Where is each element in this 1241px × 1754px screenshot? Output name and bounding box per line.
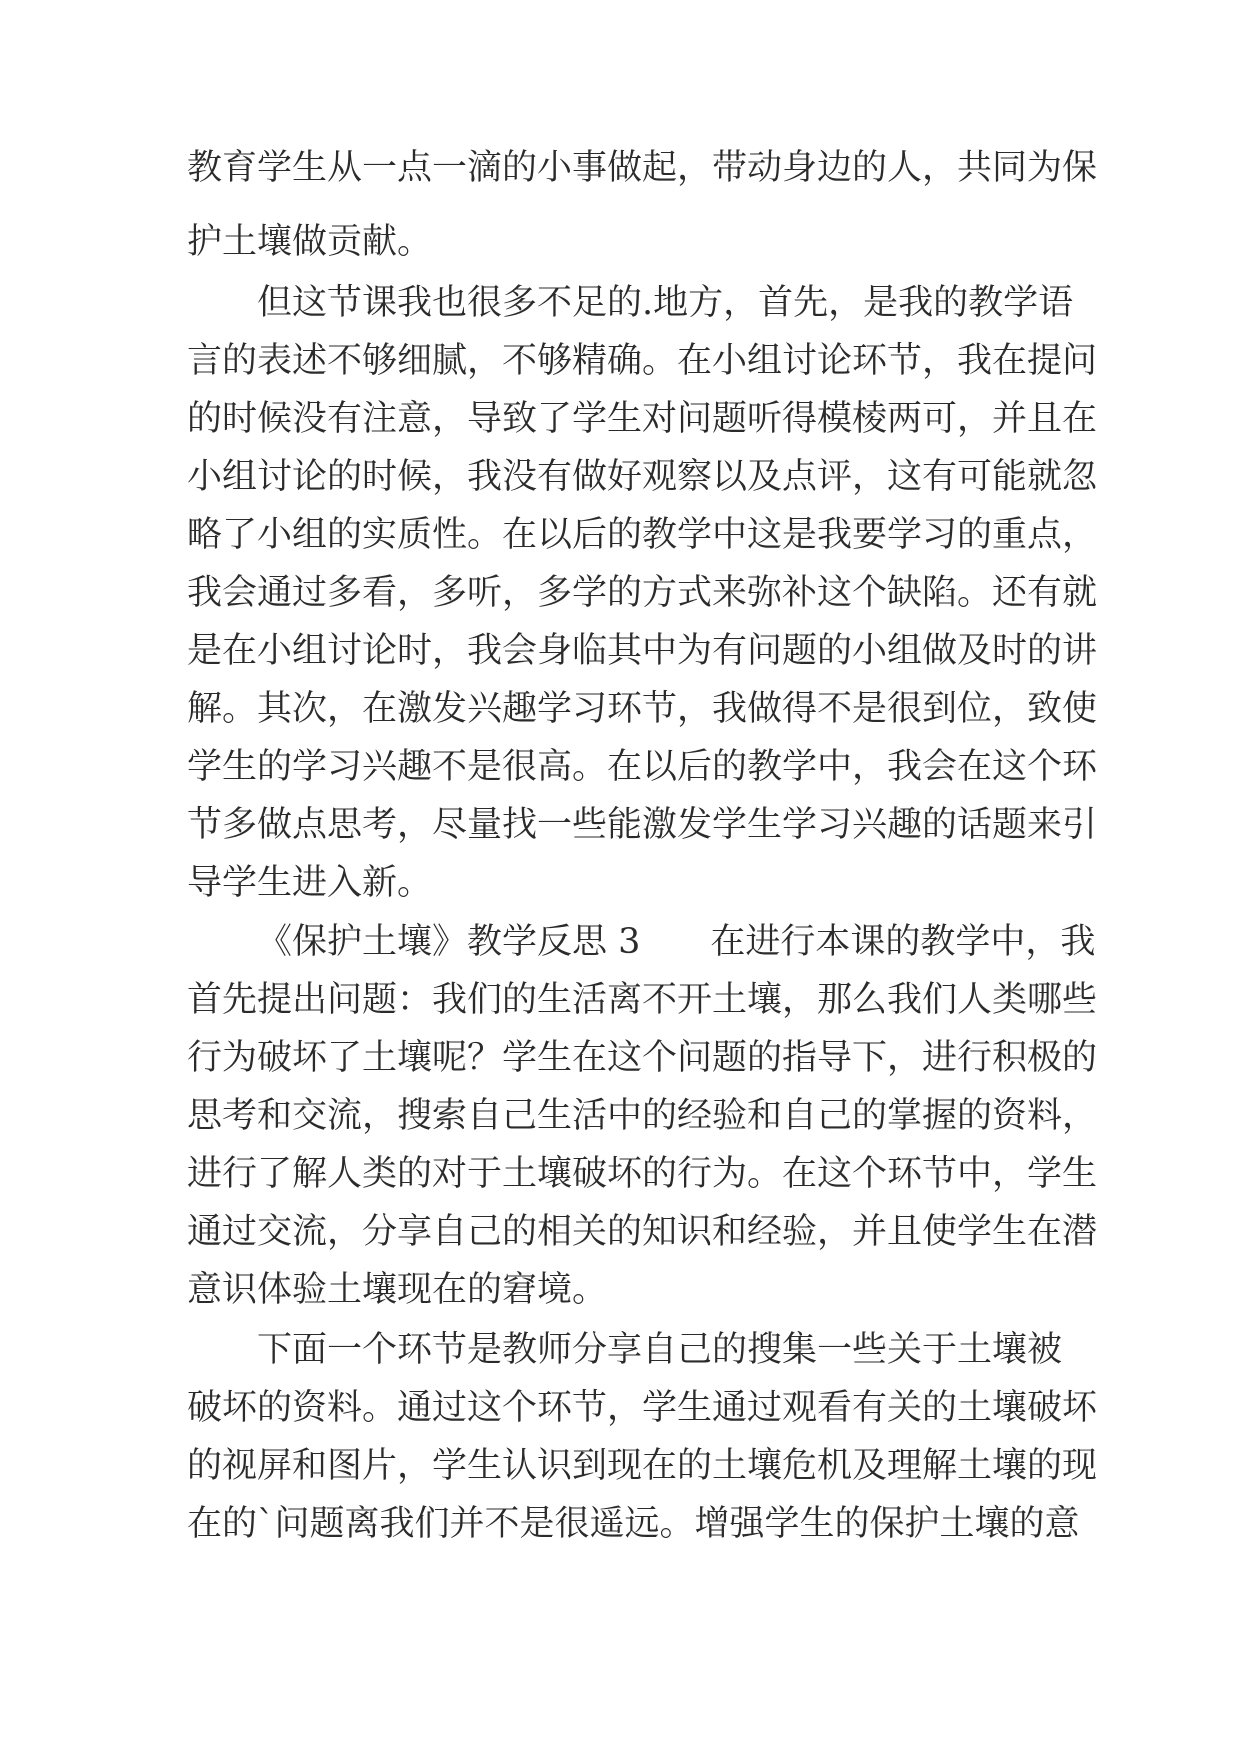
text-line: 首先提出问题：我们的生活离不开土壤，那么我们人类哪些 <box>187 980 1098 1020</box>
text-line: 的时候没有注意，导致了学生对问题听得模棱两可，并且在 <box>187 399 1098 439</box>
text-line: 略了小组的实质性。在以后的教学中这是我要学习的重点， <box>187 515 1098 555</box>
text-line: 我会通过多看，多听，多学的方式来弥补这个缺陷。还有就 <box>187 573 1098 613</box>
text-line: 《保护土壤》教学反思 3 在进行本课的教学中，我 <box>257 922 1096 962</box>
text-line: 但这节课我也很多不足的.地方，首先，是我的教学语 <box>257 283 1074 323</box>
text-line: 护土壤做贡献。 <box>187 222 433 262</box>
text-line: 节多做点思考，尽量找一些能激发学生学习兴趣的话题来引 <box>187 805 1098 845</box>
text-line: 通过交流，分享自己的相关的知识和经验，并且使学生在潜 <box>187 1212 1098 1252</box>
text-line: 是在小组讨论时，我会身临其中为有问题的小组做及时的讲 <box>187 631 1098 671</box>
text-line: 破坏的资料。通过这个环节，学生通过观看有关的土壤破坏 <box>187 1388 1098 1428</box>
text-line: 言的表述不够细腻，不够精确。在小组讨论环节，我在提问 <box>187 341 1098 381</box>
text-line: 的视屏和图片，学生认识到现在的土壤危机及理解土壤的现 <box>187 1446 1098 1486</box>
text-line: 进行了解人类的对于土壤破坏的行为。在这个环节中，学生 <box>187 1154 1098 1194</box>
text-line: 导学生进入新。 <box>187 863 433 903</box>
text-line: 解。其次，在激发兴趣学习环节，我做得不是很到位，致使 <box>187 689 1098 729</box>
text-line: 教育学生从一点一滴的小事做起，带动身边的人，共同为保 <box>187 148 1098 188</box>
text-line: 在的`问题离我们并不是很遥远。增强学生的保护土壤的意 <box>187 1504 1080 1544</box>
text-line: 思考和交流，搜索自己生活中的经验和自己的掌握的资料， <box>187 1096 1098 1136</box>
text-line: 行为破坏了土壤呢？学生在这个问题的指导下，进行积极的 <box>187 1038 1098 1078</box>
text-line: 意识体验土壤现在的窘境。 <box>187 1270 608 1310</box>
text-line: 小组讨论的时候，我没有做好观察以及点评，这有可能就忽 <box>187 457 1098 497</box>
text-line: 学生的学习兴趣不是很高。在以后的教学中，我会在这个环 <box>187 747 1098 787</box>
text-line: 下面一个环节是教师分享自己的搜集一些关于土壤被 <box>257 1330 1063 1370</box>
